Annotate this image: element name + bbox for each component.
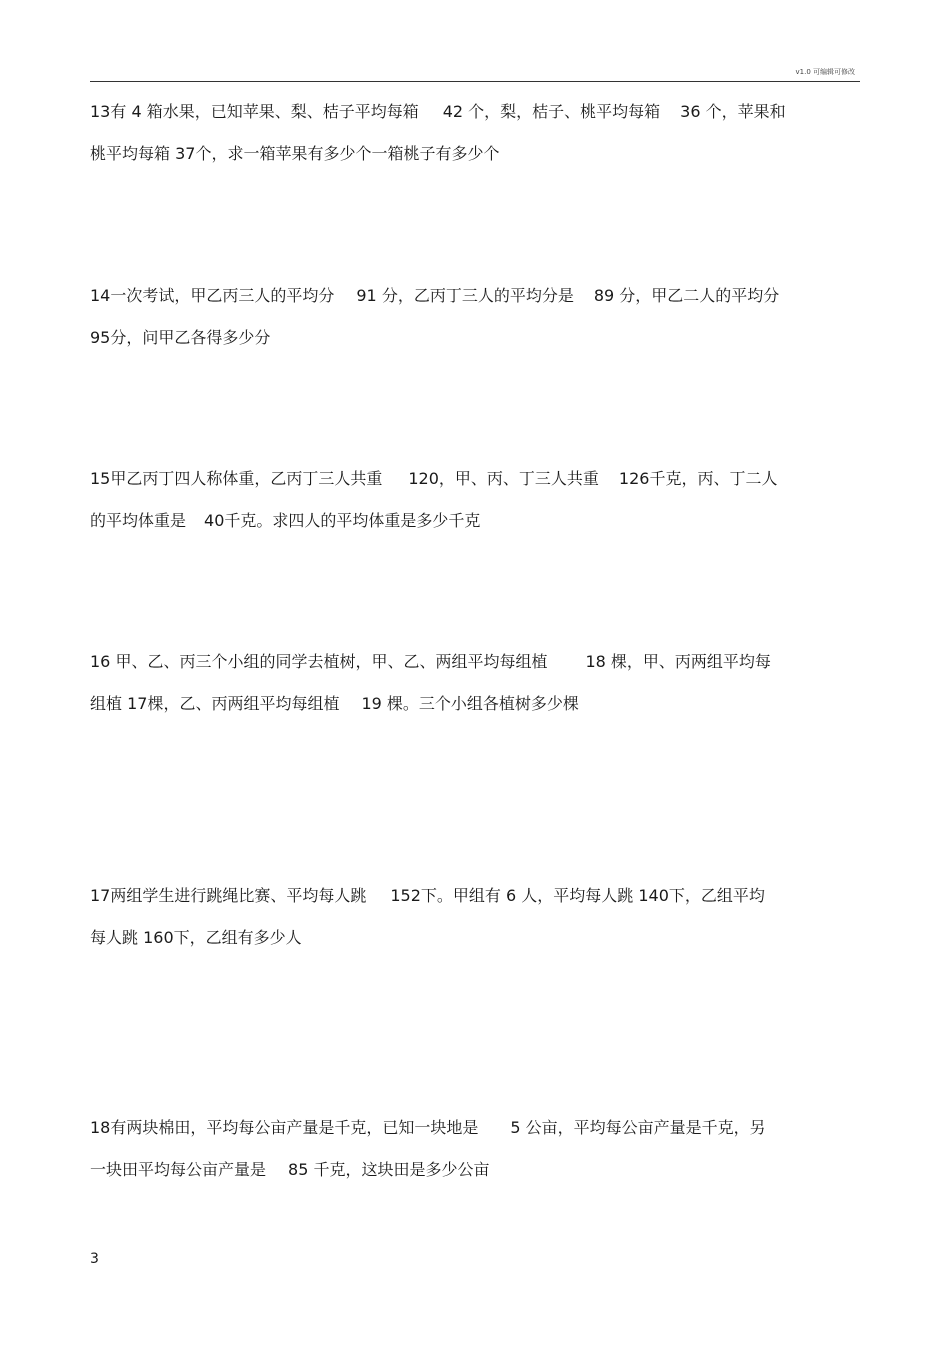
- problem-text: 95分，问甲乙各得多少分: [90, 328, 271, 347]
- header-divider: [90, 81, 860, 82]
- problem-text: 17两组学生进行跳绳比赛、平均每人跳: [90, 886, 367, 905]
- problem-text: 每人跳 160下，乙组有多少人: [90, 928, 302, 947]
- problem-text: 5 公亩，平均每公亩产量是千克，另: [510, 1118, 766, 1137]
- problem-text: 42 个，梨，桔子、桃平均每箱: [442, 102, 661, 121]
- problem-text: 85 千克，这块田是多少公亩: [288, 1160, 490, 1179]
- problem-line: [90, 683, 860, 725]
- problem-text: 15甲乙丙丁四人称体重，乙丙丁三人共重: [90, 469, 383, 488]
- problem-text: 120，甲、丙、丁三人共重: [408, 469, 599, 488]
- problem-text: 18 棵，甲、丙两组平均每: [585, 652, 771, 671]
- problem-text: 的平均体重是: [90, 511, 187, 530]
- problem-text: 126千克，丙、丁二人: [618, 469, 778, 488]
- problem-line: [90, 1149, 860, 1191]
- problem-text: 36 个，苹果和: [680, 102, 786, 121]
- problem-line: [90, 641, 860, 683]
- problem-line: [90, 91, 860, 133]
- problem-text: 152下。甲组有 6 人，平均每人跳 140下，乙组平均: [390, 886, 765, 905]
- problem-line: [90, 458, 860, 500]
- problem-text: 18有两块棉田，平均每公亩产量是千克，已知一块地是: [90, 1118, 479, 1137]
- problem-text: 19 棵。三个小组各植树多少棵: [361, 694, 579, 713]
- problem-14: [90, 275, 860, 359]
- problem-13: [90, 91, 860, 175]
- problem-line: [90, 875, 860, 917]
- problem-line: [90, 1107, 860, 1149]
- problem-text: 16 甲、乙、丙三个小组的同学去植树，甲、乙、两组平均每组植: [90, 652, 548, 671]
- problem-line: [90, 275, 860, 317]
- problem-16: [90, 641, 860, 725]
- problem-18: [90, 1107, 860, 1191]
- problem-17: [90, 875, 860, 959]
- problem-text: 桃平均每箱 37个，求一箱苹果有多少个一箱桃子有多少个: [90, 144, 500, 163]
- problem-line: [90, 500, 860, 542]
- problem-line: [90, 133, 860, 175]
- problem-text: 40千克。求四人的平均体重是多少千克: [204, 511, 481, 530]
- problem-text: 组植 17棵，乙、丙两组平均每组植: [90, 694, 340, 713]
- page-number: 3: [90, 1251, 99, 1267]
- problem-text: 一块田平均每公亩产量是: [90, 1160, 267, 1179]
- problem-text: 91 分，乙丙丁三人的平均分是: [356, 286, 574, 305]
- header-version-note: v1.0 可编辑可修改: [795, 68, 855, 76]
- problem-15: [90, 458, 860, 542]
- problem-text: 89 分，甲乙二人的平均分: [593, 286, 780, 305]
- problem-text: 13有 4 箱水果，已知苹果、梨、桔子平均每箱: [90, 102, 419, 121]
- problem-text: 14一次考试，甲乙丙三人的平均分: [90, 286, 335, 305]
- problem-line: [90, 917, 860, 959]
- problem-line: [90, 317, 860, 359]
